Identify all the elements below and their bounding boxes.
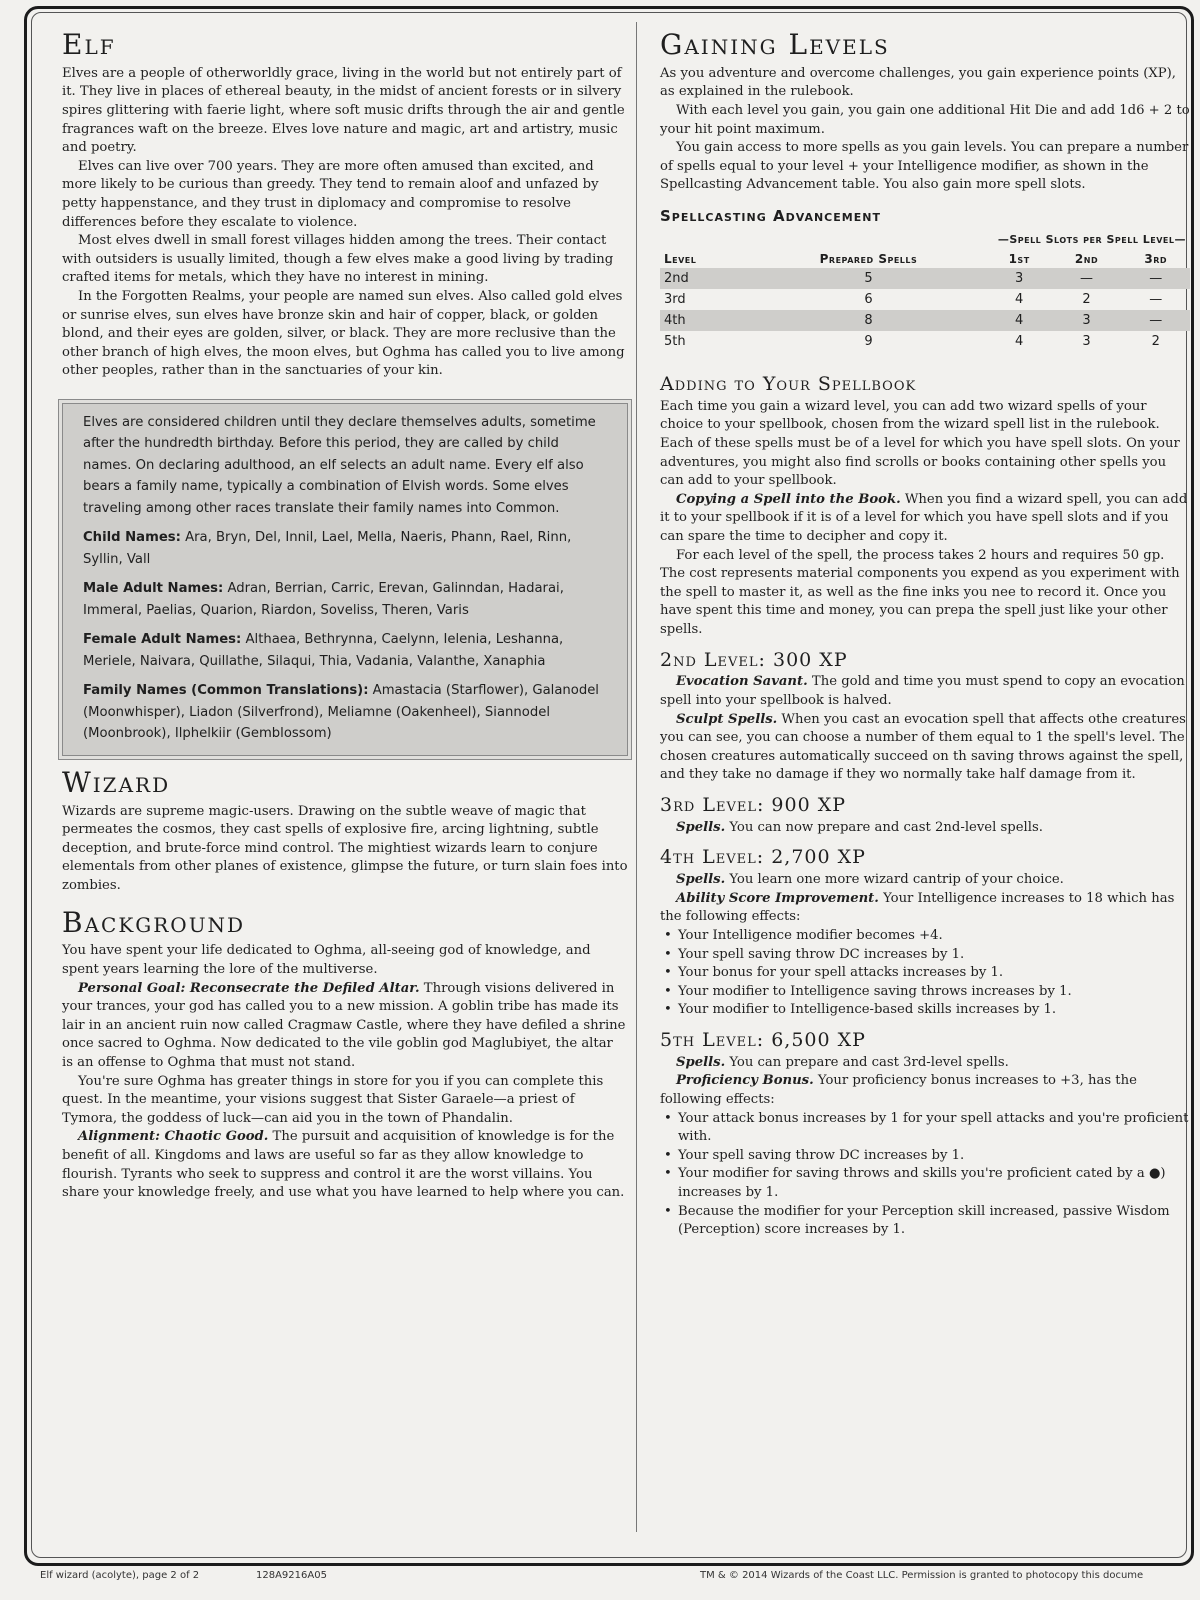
table-cell: — [1052, 268, 1122, 289]
evocation-savant-text: The gold and time you must spend to copy an evocation spell into your spellbook is halved. [660, 674, 1185, 708]
family-names [83, 680, 609, 745]
male-names [83, 578, 609, 621]
elf-paragraph-3: Most elves dwell in small forest villages hidden among the trees. Their contact with outsiders is usually limited, though a few elves make a good living by trading crafted items for metals, which they have no interest in mining. [62, 233, 614, 286]
copying-spell [660, 491, 1190, 547]
list-item: • Your bonus for your spell attacks increases by 1. [678, 964, 1190, 983]
alignment-text: The pursuit and acquisition of knowledge is for the benefit of all. Kingdoms and laws are useful so far as they allow knowledge to flourish. Tyrants who seek to suppress and control it are the worst villains. You share your knowledge freely, and use what you have learned to help where you can. [62, 1129, 625, 1201]
level-3-spells [660, 819, 1190, 838]
wizard-heading: Wizard [62, 765, 171, 799]
table-row [660, 289, 1190, 310]
level-2-heading: 2nd Level: 300 XP [660, 648, 848, 671]
proficiency-bonus-label: Proficiency Bonus. [676, 1073, 814, 1089]
spellbook-paragraph-1: Each time you gain a wizard level, you can add two wizard spells of your choice to your spellbook, chosen from the wizard spell list in the rulebook. Each of these spells must be of a level for which you have spell slots. On your adventures, you might also find scrolls or books containing other spells you can add to your spellbook. [660, 398, 1180, 489]
family-names-list: Amastacia (Starflower), Galanodel (Moonwhisper), Liadon (Silverfrond), Meliamne (Oakenheel), Siannodel (Moonbrook), Ilphelkiir (Gemblossom) [83, 683, 599, 742]
sculpt-spells-text: When you cast an evocation spell that affects othe creatures you can see, you can choose a number of them equal to 1 the spell's level. The chosen creatures automatically succeed on th saving throws against the spell, and they take no damage if they wo normally take half damage from it. [660, 711, 1186, 783]
list-item: • Your spell saving throw DC increases by 1. [678, 1147, 1190, 1166]
proficiency-bonus [660, 1072, 1190, 1109]
elf-paragraph-2: Elves can live over 700 years. They are more often amused than excited, and more likely to be curious than greedy. They tend to remain aloof and unfazed by petty happenstance, and they trust in diplomacy and compromise to resolve differences before they escalate to violence. [62, 158, 599, 230]
elf-paragraph-1: Elves are a people of otherworldly grace, living in the world but not entirely part of it. They live in places of ethereal beauty, in the midst of ancient forests or in silvery spires glittering with faerie light, where soft music drifts through the air and gentle fragrances waft on the breeze. Elves love nature and magic, art and artistry, music and poetry. [62, 65, 625, 156]
spell-slots-group-header: —Spell Slots per Spell Level— [997, 232, 1186, 246]
table-cell: 4th [660, 310, 750, 331]
elf-names-sidebar [62, 403, 628, 756]
table-cell: 5th [664, 333, 686, 349]
table-cell: 3rd [664, 291, 686, 307]
table-cell: 2nd [660, 268, 750, 289]
table-cell: 8 [750, 310, 986, 331]
sculpt-spells-label: Sculpt Spells. [676, 711, 778, 727]
table-cell: — [1121, 310, 1190, 331]
list-item: • Your spell saving throw DC increases by 1. [678, 946, 1190, 965]
ability-score-improvement [660, 890, 1190, 927]
level-5-spells-label: Spells. [676, 1054, 726, 1070]
female-names-label: Female Adult Names: [83, 632, 242, 648]
spellbook-paragraph-3: For each level of the spell, the process takes 2 hours and requires 50 gp. The cost represents material components you expend as you experiment with the spell to master it, as well as the fine inks you nee to record it. Once you have spent this time and money, you can prepa the spell just like your other spells. [660, 547, 1180, 637]
ability-score-improvement-label: Ability Score Improvement. [676, 890, 879, 906]
copying-spell-label: Copying a Spell into the Book. [676, 491, 901, 507]
right-column [660, 30, 1190, 1240]
list-item: • Your modifier to Intelligence-based skills increases by 1. [678, 1001, 1190, 1020]
personal-goal [62, 980, 628, 1073]
footer-product-code: 128A9216A05 [256, 1570, 327, 1581]
personal-goal-label: Personal Goal: Reconsecrate the Defiled Altar. [78, 980, 420, 996]
elf-paragraph-4: In the Forgotten Realms, your people are named sun elves. Also called gold elves or sunrise elves, sun elves have bronze skin and hair of copper, black, or golden blond, and their eyes are golden, silver, or black. They are more reclusive than the other branch of high elves, the moon elves, but Oghma has called you to live among other peoples, rather than in the sanctuaries of your kin. [62, 288, 625, 379]
header-3rd: 3rd [1144, 251, 1168, 266]
table-cell: 2 [1082, 291, 1091, 307]
table-cell: 4 [1014, 333, 1024, 349]
list-item: • Because the modifier for your Perception skill increased, passive Wisdom (Perception) score increases by 1. [678, 1203, 1190, 1240]
level-4-spells [660, 871, 1190, 890]
level-5-heading: 5th Level: 6,500 XP [660, 1028, 866, 1051]
female-names [83, 629, 609, 672]
table-row [660, 268, 1190, 289]
list-item: • Your attack bonus increases by 1 for your spell attacks and you're proficient with. [678, 1110, 1190, 1147]
copying-spell-text: When you find a wizard spell, you can add it to your spellbook if it is of a level for which you have spell slots and if you can spare the time to decipher and copy it. [660, 491, 1188, 544]
gaining-levels-heading: Gaining Levels [660, 28, 890, 61]
level-3-spells-text: You can now prepare and cast 2nd-level spells. [725, 819, 1043, 835]
alignment-label: Alignment: Chaotic Good. [78, 1129, 269, 1145]
evocation-savant-label: Evocation Savant. [676, 674, 808, 690]
table-header-row [660, 250, 1190, 268]
evocation-savant [660, 673, 1190, 710]
personal-goal-text: Through visions delivered in your trances, your god has called you to a new mission. A goblin tribe has made its lair in an ancient ruin now called Cragmaw Castle, where they have defiled a shrine once sacred to Oghma. Now dedicated to the vile goblin god Maglubiyet, the altar is an offense to Oghma that must not stand. [62, 980, 626, 1071]
female-names-list: Althaea, Bethrynna, Caelynn, Ielenia, Leshanna, Meriele, Naivara, Quillathe, Silaqui, Thia, Vadania, Valanthe, Xanaphia [83, 632, 564, 669]
quest-paragraph: You're sure Oghma has greater things in store for you if you can complete this quest. In the meantime, your visions suggest that Sister Garaele—a priest of Tymora, the goddess of luck—can aid you in the town of Phandalin. [62, 1073, 604, 1126]
table-cell: — [1121, 268, 1190, 289]
sidebar-intro: Elves are considered children until they declare themselves adults, sometime after the hundredth birthday. Before this period, they are called by child names. On declaring adulthood, an elf selects an adult name. Every elf also bears a family name, typically a combination of Elvish words. Some elves traveling among other races translate their family names into Common. [83, 414, 596, 516]
family-names-label: Family Names (Common Translations): [83, 683, 369, 699]
column-divider [636, 22, 637, 1532]
level-4-spells-label: Spells. [676, 872, 726, 888]
level-4-bullets [660, 927, 1190, 1020]
table-cell: — [1149, 291, 1163, 307]
table-cell: 3 [1052, 310, 1122, 331]
male-names-label: Male Adult Names: [83, 581, 224, 597]
table-cell: 9 [864, 333, 873, 349]
left-column [62, 30, 628, 1203]
level-3-spells-label: Spells. [676, 819, 726, 835]
list-item: • Your modifier to Intelligence saving throws increases by 1. [678, 983, 1190, 1002]
gaining-paragraph-3: You gain access to more spells as you gain levels. You can prepare a number of spells equal to your level + your Intelligence modifier, as shown in the Spellcasting Advancement table. You also gain more spell slots. [660, 140, 1189, 193]
child-names-list: Ara, Bryn, Del, Innil, Lael, Mella, Naeris, Phann, Rael, Rinn, Syllin, Vall [83, 530, 572, 567]
wizard-paragraph: Wizards are supreme magic-users. Drawing on the subtle weave of magic that permeates the cosmos, they cast spells of explosive fire, arcing lightning, subtle deception, and brute-force mind control. The mightiest wizards learn to conjure elementals from other planes of existence, glimpse the future, or turn slain foes into zombies. [62, 803, 628, 894]
table-cell: 3 [987, 268, 1052, 289]
male-names-list: Adran, Berrian, Carric, Erevan, Galinndan, Hadarai, Immeral, Paelias, Quarion, Riardon, Soveliss, Theren, Varis [83, 581, 564, 618]
level-4-heading: 4th Level: 2,700 XP [660, 846, 866, 869]
gaining-paragraph-2: With each level you gain, you gain one additional Hit Die and add 1d6 + 2 to your hit point maximum. [660, 102, 1190, 137]
spellcasting-advancement-table [660, 231, 1190, 352]
table-cell: 2 [1151, 333, 1160, 349]
child-names-label: Child Names: [83, 530, 181, 546]
header-prepared-spells: Prepared Spells [819, 251, 918, 266]
gaining-paragraph-1: As you adventure and overcome challenges, you gain experience points (XP), as explained in the rulebook. [660, 65, 1176, 100]
background-intro: You have spent your life dedicated to Oghma, all-seeing god of knowledge, and spent years learning the lore of the multiverse. [62, 943, 591, 978]
table-cell: 4 [987, 310, 1052, 331]
table-cell: 4 [1014, 291, 1024, 307]
footer-copyright: TM & © 2014 Wizards of the Coast LLC. Permission is granted to photocopy this docume [700, 1570, 1144, 1581]
footer-page-label: Elf wizard (acolyte), page 2 of 2 [40, 1570, 200, 1581]
list-item: • Your modifier for saving throws and skills you're proficient cated by a ●) increases by 1. [678, 1165, 1190, 1202]
table-cell: 5 [750, 268, 986, 289]
sculpt-spells [660, 711, 1190, 785]
child-names [83, 527, 609, 570]
spellbook-heading: Adding to Your Spellbook [660, 372, 917, 395]
ability-score-improvement-text: Your Intelligence increases to 18 which has the following effects: [660, 890, 1175, 925]
level-5-spells-text: You can prepare and cast 3rd-level spells. [725, 1054, 1009, 1070]
table-row [660, 331, 1190, 352]
spellcasting-table-title: Spellcasting Advancement [660, 206, 881, 225]
header-1st: 1st [1008, 251, 1030, 266]
alignment [62, 1128, 628, 1202]
table-cell: 3 [1082, 333, 1091, 349]
elf-heading: Elf [62, 28, 116, 61]
level-4-spells-text: You learn one more wizard cantrip of your choice. [725, 872, 1064, 888]
table-row [660, 310, 1190, 331]
list-item: • Your Intelligence modifier becomes +4. [678, 927, 1190, 946]
level-5-bullets [660, 1110, 1190, 1240]
proficiency-bonus-text: Your proficiency bonus increases to +3, has the following effects: [660, 1073, 1137, 1107]
background-heading: Background [62, 905, 246, 939]
level-3-heading: 3rd Level: 900 XP [660, 793, 847, 816]
header-2nd: 2nd [1074, 251, 1099, 266]
table-cell: 6 [864, 291, 873, 307]
header-level: Level [664, 251, 697, 266]
level-5-spells [660, 1054, 1190, 1073]
